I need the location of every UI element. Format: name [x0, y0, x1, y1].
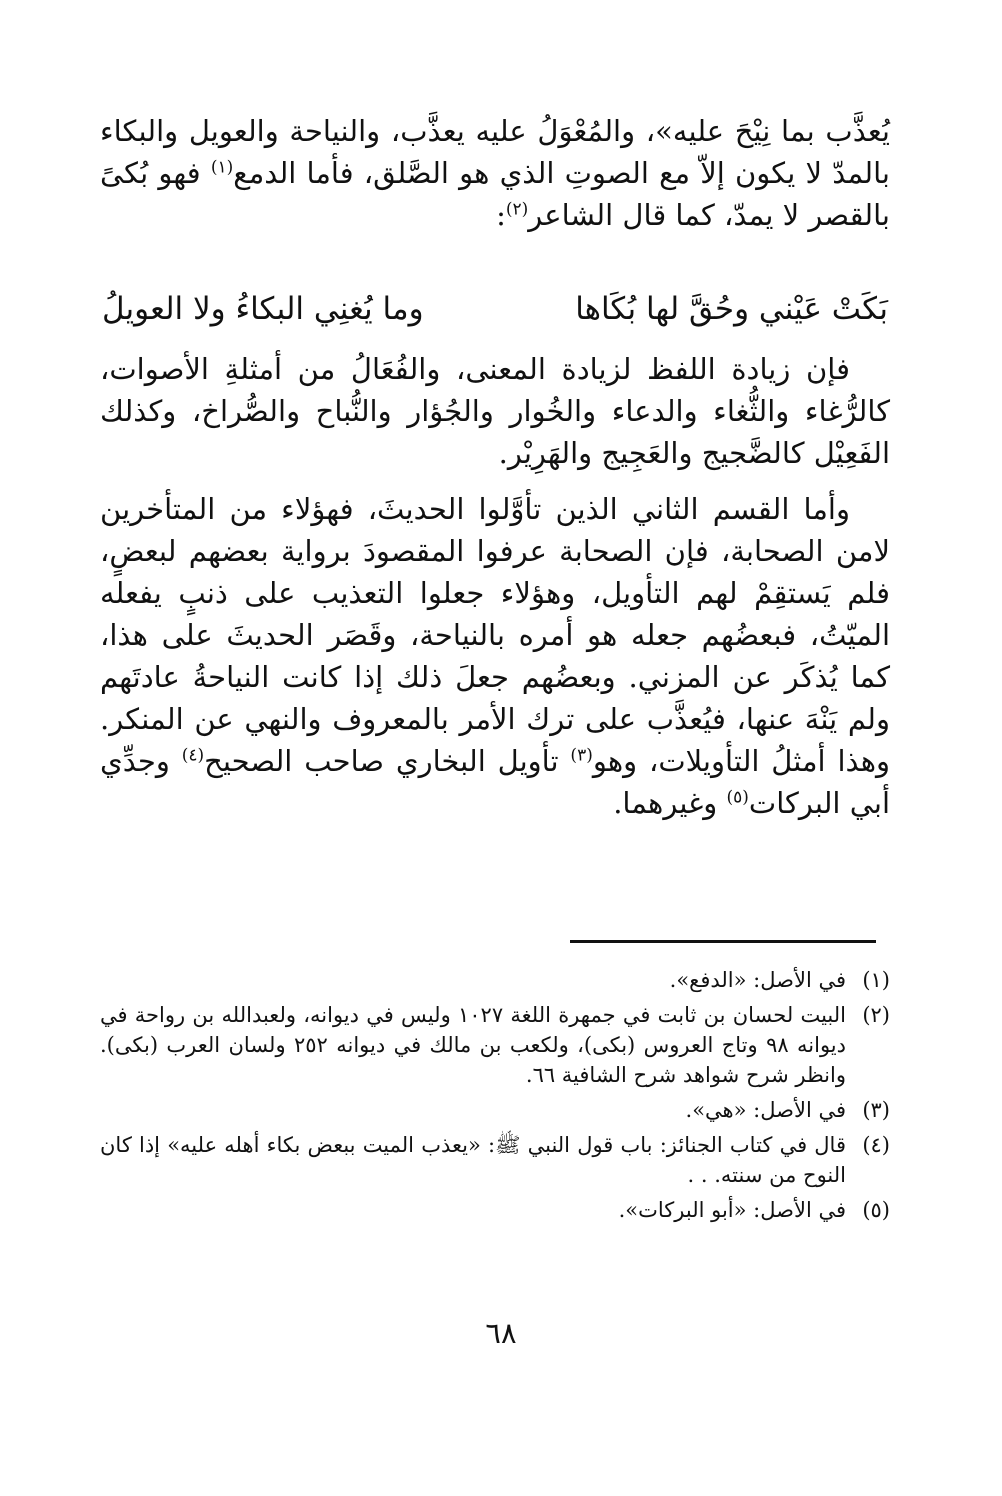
paragraph-1-part-b: فهو بُكىً بالقصر لا يمدّ، كما قال الشاعر [100, 156, 890, 232]
paragraph-1-part-c: : [496, 198, 506, 232]
main-text-continued [100, 348, 890, 824]
main-text [100, 110, 890, 236]
paragraph-1 [100, 110, 890, 236]
page-number: ٦٨ [485, 1316, 517, 1350]
verse-hemistich-2: وما يُغنِي البكاءُ ولا العويلُ [102, 291, 424, 327]
footnote-number: (٤) [862, 1133, 890, 1157]
footnote-ref-4: (٤) [181, 745, 205, 766]
paragraph-3-part-a: وأما القسم الثاني الذين تأوَّلوا الحديثَ، فهؤلاء من المتأخرين لامن الصحابة، فإن الصحابة عرفوا المقصودَ برواية بعضهم لبعضٍ، فلم يَستقِمْ لهم التأويل، وهؤلاء جعلوا التعذيب على ذنبٍ يفعله الميّتُ، فبعضُهم جعله هو أمره بالنياحة، وقَصَر الحديثَ على هذا، كما يُذكَر عن المزني. وبعضُهم جعلَ ذلك إذا كانت النياحةُ عادتَهم ولم يَنْهَ عنها، فيُعذَّب على ترك الأمر بالمعروف والنهي عن المنكر. وهذا أمثلُ التأويلات، وهو [100, 492, 891, 778]
footnote-number: (٢) [862, 1003, 890, 1027]
paragraph-1-part-a: يُعذَّب بما نِيْحَ عليه»، والمُعْوَلُ عليه يعذَّب، والنياحة والعويل والبكاء بالمدّ لا يكون إلاّ مع الصوتِ الذي هو الصَّلق، فأما الدمع [100, 114, 891, 190]
footnote-5 [100, 1195, 890, 1225]
paragraph-3-part-d: وغيرهما. [613, 786, 718, 820]
footnote-ref-3: (٣) [570, 745, 593, 766]
footnote-number: (١) [862, 968, 890, 992]
footnote-ref-2: (٢) [505, 199, 529, 220]
footnote-text: في الأصل: «الدفع». [669, 968, 846, 992]
footnote-text: في الأصل: «هي». [685, 1098, 846, 1122]
footnote-separator [570, 940, 876, 943]
footnote-number: (٣) [862, 1098, 890, 1122]
footnote-ref-1: (١) [210, 157, 234, 178]
paragraph-3 [100, 488, 890, 824]
verse-hemistich-1: بَكَتْ عَيْني وحُقَّ لها بُكَاها [575, 291, 888, 327]
paragraph-2: فإن زيادة اللفظ لزيادة المعنى، والفُعَالُ من أمثلةِ الأصوات، كالرُّغاء والثُّغاء والدعاء والخُوار والجُؤار والنُّباح والصُّراخ، وكذلك الفَعِيْل كالضَّجيج والعَجِيج والهَرِيْر. [100, 352, 890, 470]
paragraph-3-part-b: تأويل البخاري صاحب الصحيح [204, 744, 559, 778]
footnote-2 [100, 1000, 890, 1090]
footnote-ref-5: (٥) [726, 787, 749, 808]
footnote-1 [100, 965, 890, 995]
footnote-text: في الأصل: «أبو البركات». [618, 1198, 846, 1222]
footnote-text: قال في كتاب الجنائز: باب قول النبي ﷺ: «يعذب الميت ببعض بكاء أهله عليه» إذا كان النوح من سنته. . . [100, 1133, 846, 1187]
poetry-verse [100, 288, 890, 330]
footnote-4 [100, 1130, 890, 1190]
footnote-number: (٥) [862, 1198, 890, 1222]
footnote-3 [100, 1095, 890, 1125]
footnote-text: البيت لحسان بن ثابت في جمهرة اللغة ١٠٢٧ وليس في ديوانه، ولعبدالله بن رواحة في ديوانه ٩٨ وتاج العروس (بكى)، ولكعب بن مالك في ديوانه ٢٥٢ ولسان العرب (بكى). وانظر شرح شواهد شرح الشافية ٦٦. [100, 1003, 847, 1087]
footnotes [100, 965, 890, 1230]
paragraph-3-part-c: وجدِّي أبي البركات [100, 744, 890, 820]
